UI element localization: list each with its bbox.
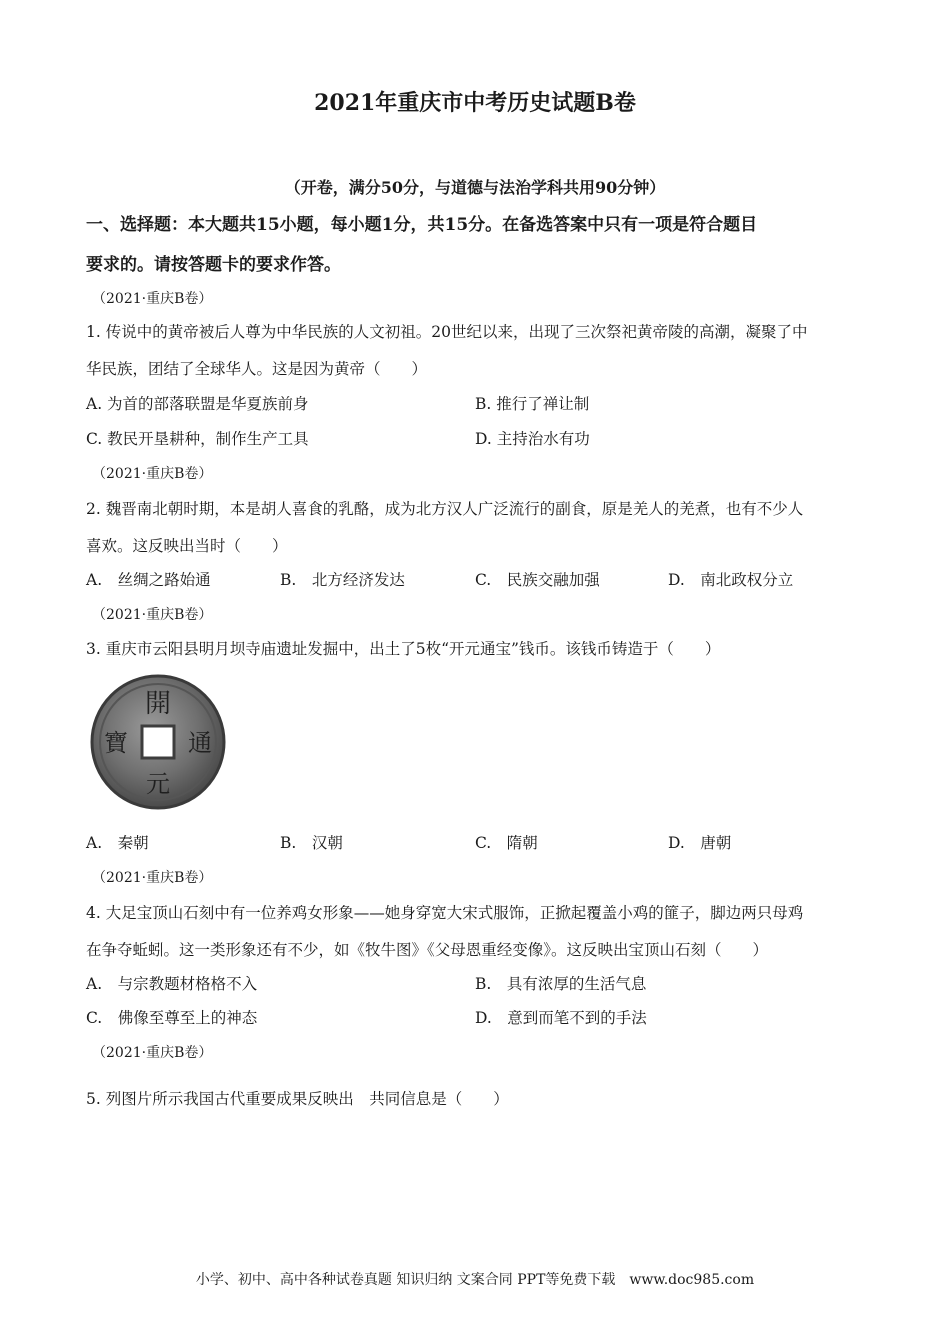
question-3-text-line-1: 3. 重庆市云阳县明月坝寺庙遗址发掘中，出土了5枚“开元通宝”钱币。该钱币铸造于（ ） — [86, 640, 721, 658]
question-3-option-b: B. 汉朝 — [280, 834, 343, 852]
question-4-option-b: B. 具有浓厚的生活气息 — [475, 975, 647, 993]
question-source: （2021·重庆B卷） — [92, 466, 213, 482]
question-1-text-line-1: 1. 传说中的黄帝被后人尊为中华民族的人文初祖。20世纪以来，出现了三次祭祀黄帝陵的高潮，凝聚了中 — [86, 323, 808, 341]
coin-character-bottom: 元 — [146, 770, 170, 798]
question-4-option-a: A. 与宗教题材格格不入 — [86, 975, 258, 993]
kaiyuan-tongbao-coin-image — [88, 672, 228, 812]
page-footer: 小学、初中、高中各种试卷真题 知识归纳 文案合同 PPT等免费下载 www.doc985.com — [195, 1272, 755, 1288]
question-4-option-d: D. 意到而笔不到的手法 — [475, 1009, 647, 1027]
question-2-option-b: B. 北方经济发达 — [280, 571, 405, 589]
question-3-option-c: C. 隋朝 — [475, 834, 538, 852]
question-4-text-line-2: 在争夺蚯蚓。这一类形象还有不少，如《牧牛图》《父母恩重经变像》。这反映出宝顶山石刻（ ） — [86, 941, 769, 959]
coin-character-right: 通 — [188, 729, 212, 757]
question-3-option-d: D. 唐朝 — [668, 834, 732, 852]
question-1-option-d: D. 主持治水有功 — [475, 430, 590, 448]
question-1-text-line-2: 华民族，团结了全球华人。这是因为黄帝（ ） — [86, 360, 428, 378]
question-5-text-line-1: 5. 列图片所示我国古代重要成果反映出 共同信息是（ ） — [86, 1090, 509, 1108]
question-source: （2021·重庆B卷） — [92, 291, 213, 307]
question-2-text-line-1: 2. 魏晋南北朝时期，本是胡人喜食的乳酪，成为北方汉人广泛流行的副食，原是羌人的羌煮，也有不少人 — [86, 500, 804, 518]
question-source: （2021·重庆B卷） — [92, 607, 213, 623]
question-1-option-b: B. 推行了禅让制 — [475, 395, 590, 413]
question-1-option-c: C. 教民开垦耕种，制作生产工具 — [86, 430, 309, 448]
question-2-option-c: C. 民族交融加强 — [475, 571, 600, 589]
question-source: （2021·重庆B卷） — [92, 870, 213, 886]
question-2-option-d: D. 南北政权分立 — [668, 571, 794, 589]
coin-character-left: 寶 — [104, 729, 128, 757]
question-4-text-line-1: 4. 大足宝顶山石刻中有一位养鸡女形象——她身穿宽大宋式服饰，正掀起覆盖小鸡的篚子，脚边两只母鸡 — [86, 904, 804, 922]
question-4-option-c: C. 佛像至尊至上的神态 — [86, 1009, 258, 1027]
question-1-option-a: A. 为首的部落联盟是华夏族前身 — [86, 395, 309, 413]
coin-character-top: 開 — [144, 689, 172, 719]
section-heading-line-2: 要求的。请按答题卡的要求作答。 — [86, 255, 341, 275]
question-2-option-a: A. 丝绸之路始通 — [86, 571, 211, 589]
question-2-text-line-2: 喜欢。这反映出当时（ ） — [86, 537, 288, 555]
page-title: 2021年重庆市中考历史试题B卷 — [314, 90, 636, 116]
exam-instructions: （开卷，满分50分，与道德与法治学科共用90分钟） — [284, 178, 666, 197]
question-source: （2021·重庆B卷） — [92, 1045, 213, 1061]
section-heading-line-1: 一、选择题：本大题共15小题，每小题1分，共15分。在备选答案中只有一项是符合题目 — [86, 215, 758, 235]
question-3-option-a: A. 秦朝 — [86, 834, 149, 852]
